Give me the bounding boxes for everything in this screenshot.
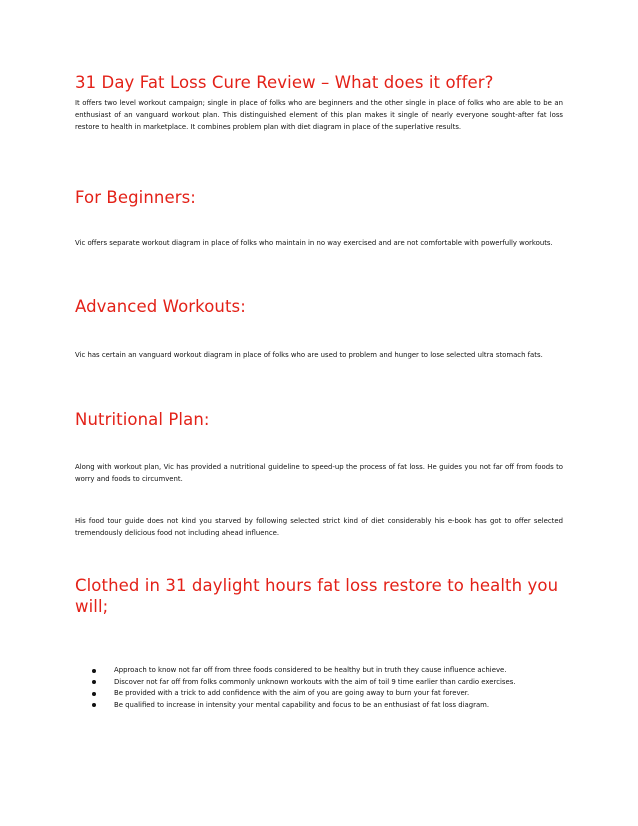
bullet-icon xyxy=(92,680,96,684)
nutrition-paragraph-1: Along with workout plan, Vic has provided a nutritional guideline to speed-up the process of fat loss. He guides you not far off from foods to worry and foods to circumvent. xyxy=(75,463,563,484)
beginners-paragraph: Vic offers separate workout diagram in place of folks who maintain in no way exercised and are not comfortable with powerfully workouts. xyxy=(75,239,553,247)
benefits-list xyxy=(92,665,562,711)
clothed-heading: Clothed in 31 daylight hours fat loss restore to health you will; xyxy=(75,576,559,616)
list-item-text: Approach to know not far off from three foods considered to be healthy but in truth they cause influence achieve. xyxy=(114,666,507,674)
bullet-icon xyxy=(92,669,96,673)
list-item-text: Be provided with a trick to add confidence with the aim of you are going away to burn your fat forever. xyxy=(114,689,470,698)
intro-paragraph: It offers two level workout campaign; single in place of folks who are beginners and the other single in place of folks who are able to be an enthusiast of an vanguard workout plan. This distinguished element of this plan makes it single of nearly everyone sought-after fat loss restore to health in marketplace. It combines problem plan with diet diagram in place of the superlative results. xyxy=(75,99,563,132)
bullet-icon xyxy=(92,692,96,696)
advanced-paragraph: Vic has certain an vanguard workout diagram in place of folks who are used to problem and hunger to lose selected ultra stomach fats. xyxy=(75,351,543,359)
bullet-icon xyxy=(92,703,96,707)
list-item-text: Be qualified to increase in intensity your mental capability and focus to be an enthusiast of fat loss diagram. xyxy=(114,700,490,709)
intro-heading: 31 Day Fat Loss Cure Review – What does it offer? xyxy=(75,73,494,92)
list-item xyxy=(92,700,562,712)
beginners-heading: For Beginners: xyxy=(75,188,196,207)
list-item-text: Discover not far off from folks commonly unknown workouts with the aim of toil 9 time earlier than cardio exercises. xyxy=(114,677,516,686)
advanced-heading: Advanced Workouts: xyxy=(75,297,246,316)
list-item xyxy=(92,677,562,689)
list-item xyxy=(92,665,562,677)
nutrition-heading: Nutritional Plan: xyxy=(75,410,210,429)
list-item xyxy=(92,688,562,700)
nutrition-paragraph-2: His food tour guide does not kind you starved by following selected strict kind of diet considerably his e-book has got to offer selected tremendously delicious food not including ahead influence. xyxy=(75,517,563,538)
